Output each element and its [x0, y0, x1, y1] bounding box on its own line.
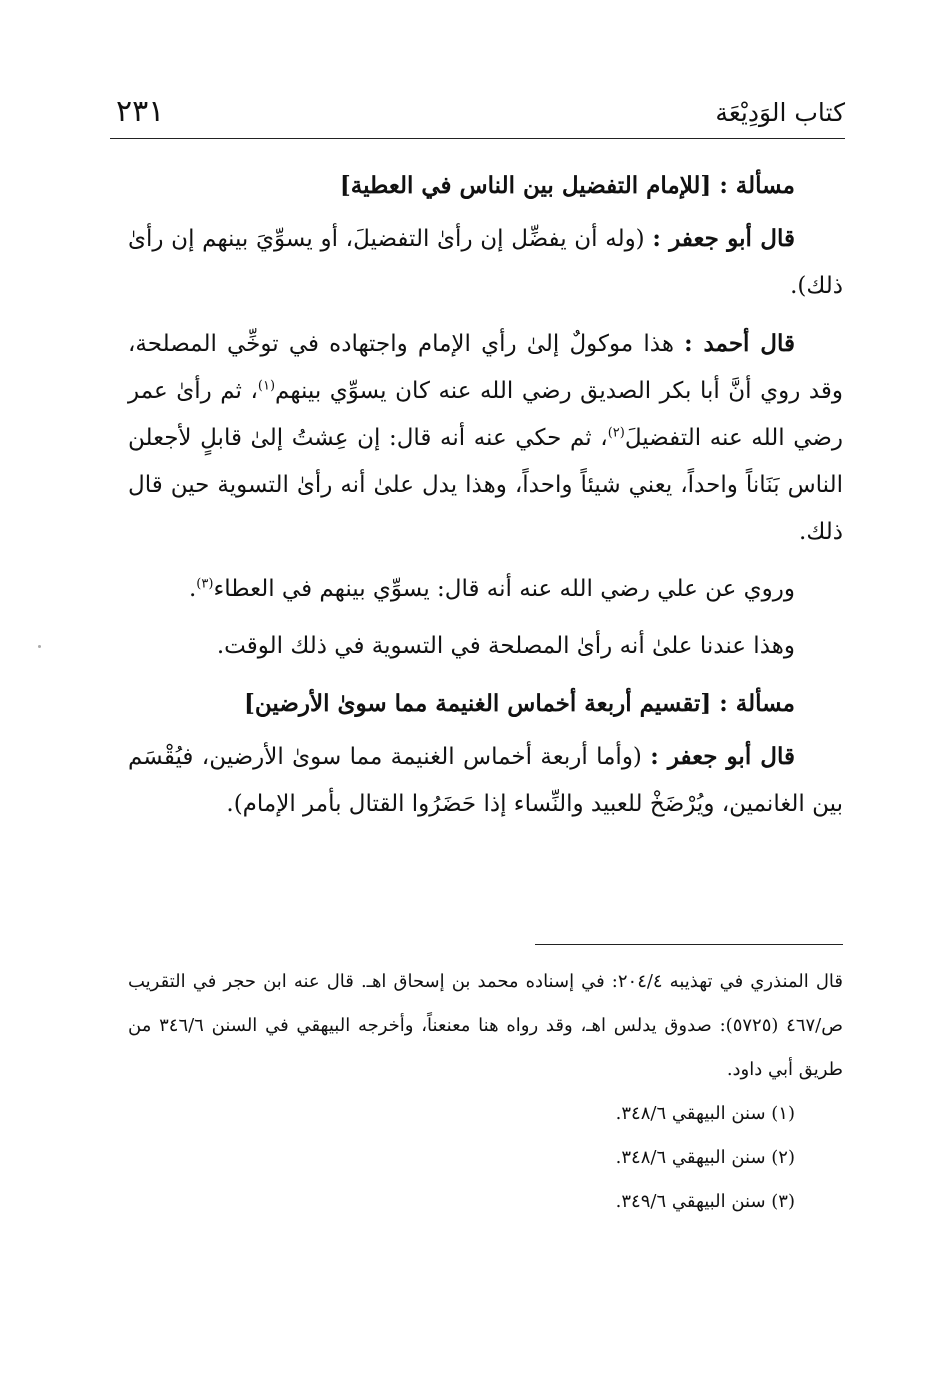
quoted-text: (وأما أربعة أخماس الغنيمة مما سوىٰ الأرضين، فيُقْسَم بين الغانمين، ويُرْضَخْ للعبيد والنِّساء إذا حَضَرُوا القتال بأمر الإمام).	[128, 744, 843, 817]
quoted-text: (وله أن يفضِّل إن رأىٰ التفضيلَ، أو يسوِّيَ بينهم إن رأىٰ ذلك).	[128, 226, 843, 299]
paragraph-ahmad	[128, 320, 843, 556]
footnote-ref-1[interactable]: (١)	[257, 378, 276, 394]
section-heading-2: مسألة : [تقسيم أربعة أخماس الغنيمة مما سوىٰ الأرضين]	[244, 690, 795, 717]
running-title: كتاب الوَدِيْعَة	[715, 98, 845, 127]
page-header	[110, 92, 845, 139]
page-number: ٢٣١	[116, 94, 165, 129]
main-text	[128, 162, 843, 838]
commentary-text: ، ثم رأىٰ عمر رضي الله عنه التفضيلَ	[128, 378, 843, 451]
scan-speck	[38, 645, 41, 648]
sentence-end: .	[188, 576, 197, 602]
paragraph-abu-jafar-1	[128, 215, 843, 310]
speaker-label: قال أبو جعفر :	[652, 225, 796, 252]
commentary-text: ، ثم حكي عنه أنه قال: إن عِشتُ إلىٰ قابلٍ لأجعلن الناس بَنَاناً واحداً، يعني شيئاً واحداً، وهذا يدل علىٰ أنه رأىٰ التسوية حين قال ذلك.	[128, 425, 843, 545]
footnote-separator	[535, 944, 843, 945]
paragraph-abu-jafar-2	[128, 733, 843, 828]
commentary-text: هذا موكولٌ إلىٰ رأي الإمام واجتهاده في توخِّي المصلحة، وقد روي أنَّ أبا بكر الصديق رضي الله عنه كان يسوِّي بينهم	[128, 331, 843, 404]
footnote-item: (١) سنن البيهقي ٣٤٨/٦.	[615, 1103, 795, 1124]
footnote-continuation: قال المنذري في تهذيبه ٢٠٤/٤: في إسناده محمد بن إسحاق اهـ. قال عنه ابن حجر في التقريب ص/٤٦٧ (٥٧٢٥): صدوق يدلس اهـ، وقد رواه هنا معنعناً، وأخرجه البيهقي في السنن ٣٤٦/٦ من طريق أبي داود.	[128, 971, 843, 1080]
footnote-item: (٢) سنن البيهقي ٣٤٨/٦.	[615, 1147, 795, 1168]
paragraph-ali	[128, 566, 843, 613]
footnote-ref-2[interactable]: (٢)	[607, 425, 625, 441]
section-heading-1: مسألة : [للإمام التفضيل بين الناس في العطية]	[339, 172, 795, 199]
footnote-item: (٣) سنن البيهقي ٣٤٩/٦.	[615, 1191, 795, 1212]
footnote-ref-3[interactable]: (٣)	[196, 576, 214, 592]
footnotes	[128, 960, 843, 1224]
speaker-label: قال أبو جعفر :	[650, 743, 795, 770]
paragraph-conclusion: وهذا عندنا علىٰ أنه رأىٰ المصلحة في التسوية في ذلك الوقت.	[216, 633, 795, 659]
narration-text: وروي عن علي رضي الله عنه أنه قال: يسوِّي بينهم في العطاء	[213, 576, 795, 602]
speaker-label: قال أحمد :	[684, 330, 796, 357]
